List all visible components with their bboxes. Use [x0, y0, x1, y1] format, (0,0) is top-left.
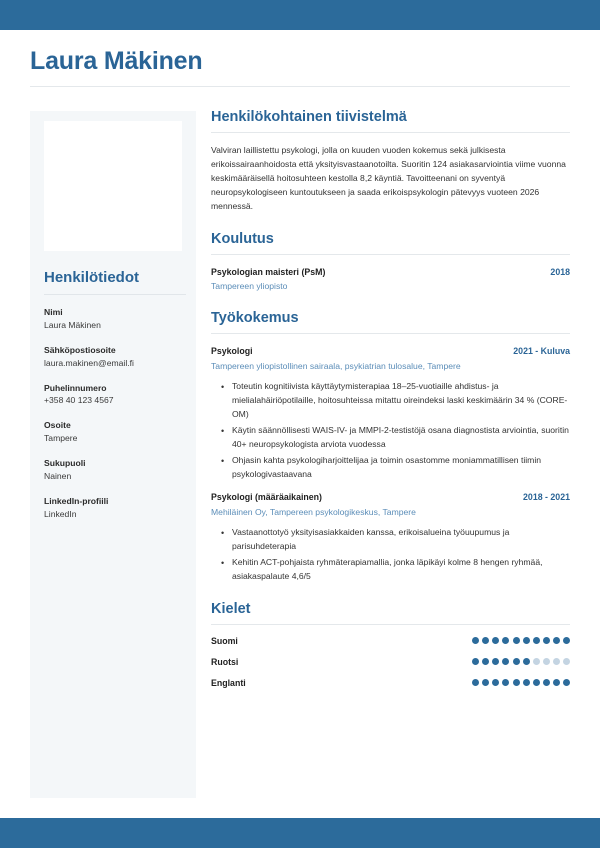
- level-dot-filled: [492, 637, 499, 644]
- entry-organization: Tampereen yliopisto: [211, 281, 288, 292]
- bottom-accent-bar: [0, 818, 600, 848]
- personal-detail-item: [44, 457, 186, 483]
- entry-bullet: • Vastaanottotyö yksityisasiakkaiden kanssa, erikoisalueina työuupumus ja parisuhdeterapia: [232, 526, 570, 554]
- entry-organization: Tampereen yliopistollinen sairaala, psykiatrian tulosalue, Tampere: [211, 360, 461, 371]
- profile-photo-placeholder: [44, 121, 182, 251]
- level-dot-filled: [492, 658, 499, 665]
- level-dot-filled: [563, 679, 570, 686]
- personal-detail-value: Tampere: [44, 433, 78, 444]
- experience-divider: [211, 333, 570, 334]
- experience-entry-list: [211, 345, 570, 583]
- entry-title: Psykologi (määräaikainen): [211, 492, 322, 503]
- personal-detail-label: Osoite: [44, 420, 71, 431]
- level-dot-filled: [523, 679, 530, 686]
- personal-detail-label: LinkedIn-profiili: [44, 495, 109, 506]
- entry-date: 2018 - 2021: [523, 492, 570, 503]
- level-dot-filled: [482, 679, 489, 686]
- summary-divider: [211, 132, 570, 133]
- entry-bullet-list: [211, 526, 570, 584]
- level-dot-filled: [563, 637, 570, 644]
- personal-detail-value: laura.makinen@email.fi: [44, 357, 134, 368]
- entry-bullet: • Toteutin kognitiivista käyttäytymisterapiaa 18–25-vuotiaille ahdistus- ja mielialahäiriöpotilaille, hoitosuhteissa mitattu oireindeksi laski keskimäärin 34 % (CORE-OM): [232, 380, 570, 422]
- level-dot-filled: [502, 658, 509, 665]
- section-experience: [211, 309, 570, 583]
- education-entry: [211, 266, 570, 294]
- entry-bullet-list: [211, 380, 570, 481]
- personal-detail-value: Laura Mäkinen: [44, 319, 101, 330]
- language-name: Englanti: [211, 677, 246, 688]
- level-dot-empty: [533, 658, 540, 665]
- entry-title: Psykologian maisteri (PsM): [211, 266, 326, 277]
- section-summary: [211, 108, 570, 214]
- entry-header: [211, 491, 570, 504]
- language-name: Suomi: [211, 635, 238, 646]
- level-dot-filled: [472, 679, 479, 686]
- personal-detail-label: Nimi: [44, 307, 63, 317]
- level-dot-filled: [513, 637, 520, 644]
- level-dot-filled: [513, 679, 520, 686]
- entry-date: 2021 - Kuluva: [513, 346, 570, 357]
- language-name: Ruotsi: [211, 656, 239, 667]
- entry-header: [211, 345, 570, 358]
- level-dot-filled: [543, 637, 550, 644]
- experience-entry: [211, 345, 570, 481]
- personal-detail-item: [44, 306, 186, 332]
- level-dot-empty: [553, 658, 560, 665]
- language-level-meter: [472, 637, 570, 644]
- level-dot-filled: [513, 658, 520, 665]
- page-title: Laura Mäkinen: [30, 47, 203, 75]
- languages-heading: Kielet: [211, 600, 251, 617]
- level-dot-empty: [563, 658, 570, 665]
- education-heading: Koulutus: [211, 230, 274, 247]
- language-row: [211, 636, 570, 646]
- level-dot-filled: [492, 679, 499, 686]
- personal-detail-value[interactable]: LinkedIn: [44, 508, 77, 519]
- personal-detail-item: [44, 344, 186, 370]
- language-row: [211, 678, 570, 688]
- level-dot-filled: [543, 679, 550, 686]
- personal-detail-item: [44, 419, 186, 445]
- personal-detail-label: Puhelinnumero: [44, 382, 107, 393]
- cv-header: [30, 48, 570, 87]
- language-row: [211, 657, 570, 667]
- summary-text: Valviran laillistettu psykologi, jolla on kuuden vuoden kokemus sekä julkisesta erikoissairaanhoidosta että yksityisvastaanotoilta. Suoritin 124 asiakasarviointia viime vuonna keskimääräisellä hoitosuhteen kestolla 8,2 käyntiä. Tavoitteenani on syventyä neuropsykologiseen kuntoutukseen ja saada erikoispsykologin pätevyys vuoteen 2026 mennessä.: [211, 145, 566, 211]
- personal-detail-label: Sähköpostiosoite: [44, 344, 116, 355]
- experience-heading: Työkokemus: [211, 310, 299, 327]
- level-dot-filled: [553, 679, 560, 686]
- entry-bullet: • Käytin säännöllisesti WAIS-IV- ja MMPI-2-testistöjä osana diagnostista arviointia, suoritin 40+ neuropsykologista arviota vuodessa: [232, 424, 570, 452]
- level-dot-filled: [523, 637, 530, 644]
- language-level-meter: [472, 679, 570, 686]
- header-divider: [30, 86, 570, 87]
- language-level-meter: [472, 658, 570, 665]
- personal-detail-label: Sukupuoli: [44, 458, 86, 469]
- experience-entry: [211, 491, 570, 583]
- level-dot-filled: [553, 637, 560, 644]
- sidebar: [30, 111, 196, 798]
- entry-bullet: • Kehitin ACT-pohjaista ryhmäterapiamallia, jonka läpikäyi kolme 8 hengen ryhmää, asiakaspalaute 4,6/5: [232, 556, 570, 584]
- level-dot-filled: [533, 679, 540, 686]
- level-dot-filled: [502, 637, 509, 644]
- level-dot-filled: [502, 679, 509, 686]
- education-divider: [211, 254, 570, 255]
- top-accent-bar: [0, 0, 600, 30]
- personal-detail-item: [44, 382, 186, 408]
- level-dot-filled: [482, 637, 489, 644]
- personal-details-divider: [44, 294, 186, 295]
- personal-details-block: [44, 269, 186, 533]
- personal-detail-value: +358 40 123 4567: [44, 395, 114, 406]
- personal-detail-value: Nainen: [44, 471, 72, 482]
- personal-details-heading: Henkilötiedot: [44, 269, 140, 286]
- level-dot-filled: [472, 637, 479, 644]
- section-education: [211, 230, 570, 294]
- entry-header: [211, 266, 570, 279]
- personal-detail-item: [44, 495, 186, 521]
- level-dot-empty: [543, 658, 550, 665]
- section-languages: [211, 600, 570, 688]
- entry-date: 2018: [550, 266, 570, 277]
- languages-divider: [211, 624, 570, 625]
- level-dot-filled: [533, 637, 540, 644]
- level-dot-filled: [523, 658, 530, 665]
- entry-bullet: • Ohjasin kahta psykologiharjoittelijaa ja toimin osastomme moniammatillisen tiimin psykologivastaavana: [232, 454, 570, 482]
- level-dot-filled: [472, 658, 479, 665]
- entry-organization: Mehiläinen Oy, Tampereen psykologikeskus, Tampere: [211, 506, 416, 517]
- summary-heading: Henkilökohtainen tiivistelmä: [211, 109, 407, 125]
- main-column: [211, 108, 570, 704]
- language-list: [211, 636, 570, 688]
- education-entry-list: [211, 266, 570, 294]
- entry-title: Psykologi: [211, 346, 253, 357]
- personal-details-list: [44, 306, 186, 521]
- level-dot-filled: [482, 658, 489, 665]
